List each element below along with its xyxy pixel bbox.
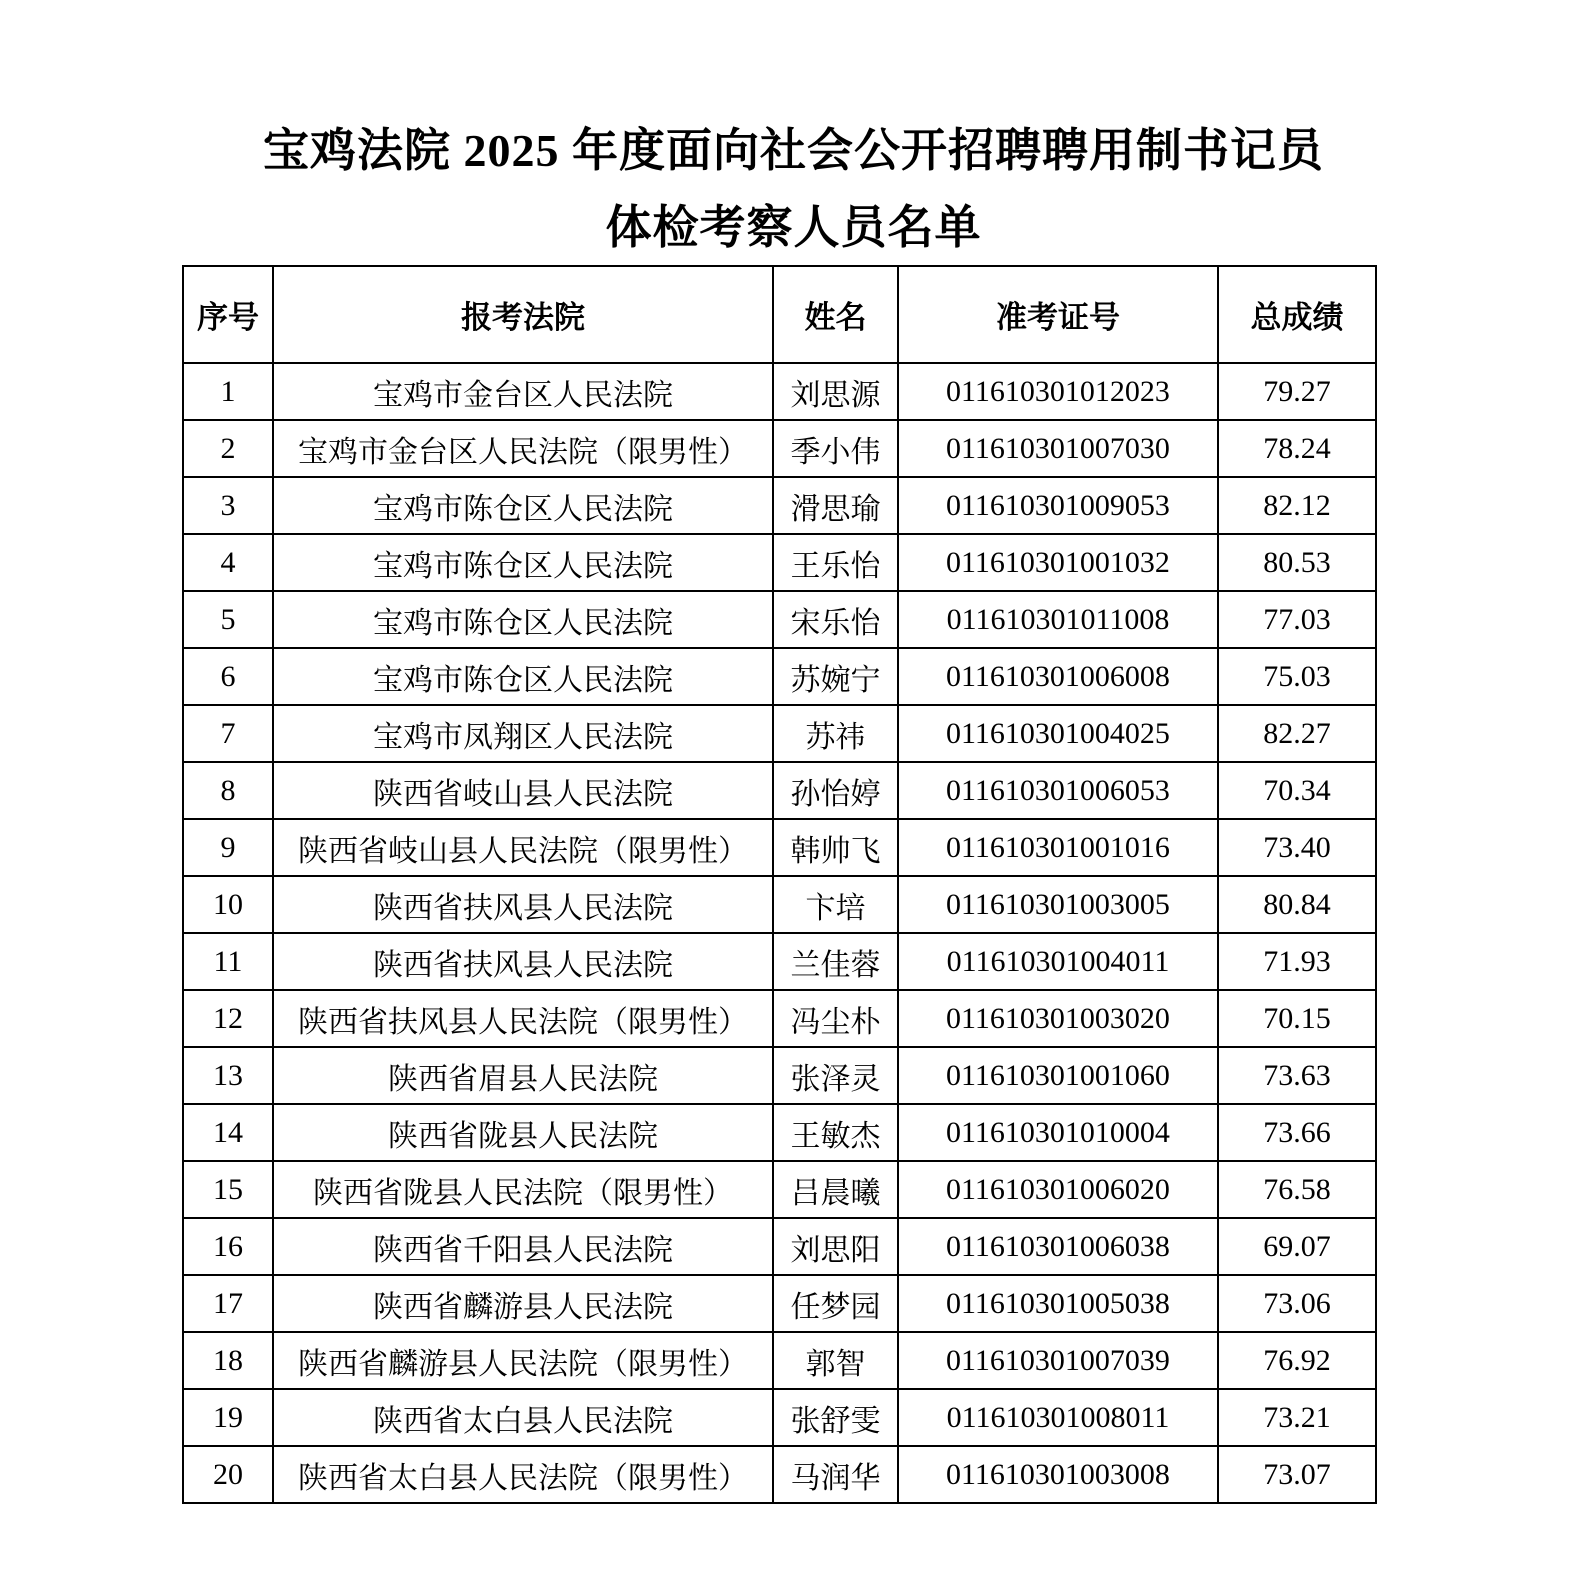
cell-ticket-number: 011610301003008 (898, 1446, 1218, 1503)
cell-score: 80.53 (1218, 534, 1376, 591)
cell-score: 82.27 (1218, 705, 1376, 762)
cell-name: 韩帅飞 (773, 819, 898, 876)
table-row (183, 1104, 1376, 1161)
column-header-name: 姓名 (773, 266, 898, 363)
cell-serial-number: 1 (183, 363, 273, 420)
cell-name: 滑思瑜 (773, 477, 898, 534)
cell-ticket-number: 011610301004011 (898, 933, 1218, 990)
table-row (183, 705, 1376, 762)
header-row (183, 266, 1376, 363)
cell-serial-number: 11 (183, 933, 273, 990)
table-row (183, 534, 1376, 591)
cell-score: 73.40 (1218, 819, 1376, 876)
document-title-line1: 宝鸡法院 2025 年度面向社会公开招聘聘用制书记员 (263, 125, 1324, 176)
cell-court: 陕西省扶风县人民法院 (273, 876, 773, 933)
cell-score: 70.15 (1218, 990, 1376, 1047)
cell-ticket-number: 011610301006053 (898, 762, 1218, 819)
cell-ticket-number: 011610301006008 (898, 648, 1218, 705)
cell-score: 73.21 (1218, 1389, 1376, 1446)
cell-name: 马润华 (773, 1446, 898, 1503)
cell-name: 孙怡婷 (773, 762, 898, 819)
cell-court: 陕西省太白县人民法院 (273, 1389, 773, 1446)
cell-serial-number: 10 (183, 876, 273, 933)
cell-court: 宝鸡市凤翔区人民法院 (273, 705, 773, 762)
cell-serial-number: 4 (183, 534, 273, 591)
table-row (183, 363, 1376, 420)
cell-name: 兰佳蓉 (773, 933, 898, 990)
cell-serial-number: 17 (183, 1275, 273, 1332)
column-header-ticket-number: 准考证号 (898, 266, 1218, 363)
document-title-line2: 体检考察人员名单 (605, 202, 982, 253)
cell-ticket-number: 011610301009053 (898, 477, 1218, 534)
cell-name: 张舒雯 (773, 1389, 898, 1446)
cell-serial-number: 2 (183, 420, 273, 477)
cell-score: 80.84 (1218, 876, 1376, 933)
cell-serial-number: 6 (183, 648, 273, 705)
cell-ticket-number: 011610301003005 (898, 876, 1218, 933)
cell-score: 73.06 (1218, 1275, 1376, 1332)
table-row (183, 990, 1376, 1047)
table-row (183, 591, 1376, 648)
cell-court: 宝鸡市金台区人民法院 (273, 363, 773, 420)
table-row (183, 1161, 1376, 1218)
table-row (183, 1389, 1376, 1446)
column-header-total-score: 总成绩 (1218, 266, 1376, 363)
cell-court: 宝鸡市陈仓区人民法院 (273, 477, 773, 534)
cell-score: 75.03 (1218, 648, 1376, 705)
table-row (183, 762, 1376, 819)
cell-score: 76.92 (1218, 1332, 1376, 1389)
cell-ticket-number: 011610301007039 (898, 1332, 1218, 1389)
cell-serial-number: 7 (183, 705, 273, 762)
cell-court: 陕西省麟游县人民法院 (273, 1275, 773, 1332)
table-row (183, 420, 1376, 477)
cell-serial-number: 5 (183, 591, 273, 648)
roster-table-header (183, 266, 1376, 363)
table-row (183, 1218, 1376, 1275)
cell-court: 陕西省太白县人民法院（限男性） (273, 1446, 773, 1503)
cell-serial-number: 16 (183, 1218, 273, 1275)
roster-table (182, 265, 1377, 1504)
cell-court: 宝鸡市陈仓区人民法院 (273, 534, 773, 591)
table-row (183, 1332, 1376, 1389)
table-row (183, 933, 1376, 990)
cell-ticket-number: 011610301001060 (898, 1047, 1218, 1104)
table-row (183, 876, 1376, 933)
cell-ticket-number: 011610301005038 (898, 1275, 1218, 1332)
cell-court: 陕西省麟游县人民法院（限男性） (273, 1332, 773, 1389)
table-row (183, 1275, 1376, 1332)
cell-name: 郭智 (773, 1332, 898, 1389)
cell-score: 70.34 (1218, 762, 1376, 819)
cell-score: 73.07 (1218, 1446, 1376, 1503)
cell-name: 王敏杰 (773, 1104, 898, 1161)
cell-court: 陕西省扶风县人民法院（限男性） (273, 990, 773, 1047)
cell-court: 陕西省千阳县人民法院 (273, 1218, 773, 1275)
cell-name: 吕晨曦 (773, 1161, 898, 1218)
cell-score: 73.63 (1218, 1047, 1376, 1104)
cell-name: 宋乐怡 (773, 591, 898, 648)
cell-score: 73.66 (1218, 1104, 1376, 1161)
cell-name: 卞培 (773, 876, 898, 933)
cell-court: 陕西省陇县人民法院（限男性） (273, 1161, 773, 1218)
cell-ticket-number: 011610301001016 (898, 819, 1218, 876)
cell-ticket-number: 011610301011008 (898, 591, 1218, 648)
cell-name: 苏祎 (773, 705, 898, 762)
cell-serial-number: 9 (183, 819, 273, 876)
cell-ticket-number: 011610301008011 (898, 1389, 1218, 1446)
roster-table-body (183, 363, 1376, 1503)
cell-score: 79.27 (1218, 363, 1376, 420)
cell-court: 宝鸡市金台区人民法院（限男性） (273, 420, 773, 477)
table-row (183, 1446, 1376, 1503)
cell-court: 陕西省岐山县人民法院（限男性） (273, 819, 773, 876)
cell-court: 陕西省岐山县人民法院 (273, 762, 773, 819)
cell-ticket-number: 011610301003020 (898, 990, 1218, 1047)
cell-score: 77.03 (1218, 591, 1376, 648)
cell-score: 82.12 (1218, 477, 1376, 534)
cell-serial-number: 13 (183, 1047, 273, 1104)
column-header-serial-number: 序号 (183, 266, 273, 363)
cell-ticket-number: 011610301007030 (898, 420, 1218, 477)
cell-serial-number: 15 (183, 1161, 273, 1218)
cell-name: 任梦园 (773, 1275, 898, 1332)
cell-name: 苏婉宁 (773, 648, 898, 705)
cell-court: 陕西省陇县人民法院 (273, 1104, 773, 1161)
cell-court: 陕西省眉县人民法院 (273, 1047, 773, 1104)
cell-name: 刘思源 (773, 363, 898, 420)
table-row (183, 477, 1376, 534)
cell-court: 陕西省扶风县人民法院 (273, 933, 773, 990)
table-row (183, 1047, 1376, 1104)
cell-ticket-number: 011610301006020 (898, 1161, 1218, 1218)
cell-name: 冯尘朴 (773, 990, 898, 1047)
cell-serial-number: 18 (183, 1332, 273, 1389)
cell-name: 季小伟 (773, 420, 898, 477)
cell-serial-number: 19 (183, 1389, 273, 1446)
cell-serial-number: 20 (183, 1446, 273, 1503)
cell-score: 78.24 (1218, 420, 1376, 477)
table-row (183, 819, 1376, 876)
cell-serial-number: 3 (183, 477, 273, 534)
cell-court: 宝鸡市陈仓区人民法院 (273, 591, 773, 648)
cell-score: 69.07 (1218, 1218, 1376, 1275)
cell-ticket-number: 011610301004025 (898, 705, 1218, 762)
cell-score: 76.58 (1218, 1161, 1376, 1218)
column-header-court: 报考法院 (273, 266, 773, 363)
cell-ticket-number: 011610301006038 (898, 1218, 1218, 1275)
cell-ticket-number: 011610301001032 (898, 534, 1218, 591)
cell-serial-number: 8 (183, 762, 273, 819)
cell-name: 张泽灵 (773, 1047, 898, 1104)
cell-name: 刘思阳 (773, 1218, 898, 1275)
cell-serial-number: 14 (183, 1104, 273, 1161)
cell-score: 71.93 (1218, 933, 1376, 990)
cell-court: 宝鸡市陈仓区人民法院 (273, 648, 773, 705)
cell-name: 王乐怡 (773, 534, 898, 591)
cell-ticket-number: 011610301010004 (898, 1104, 1218, 1161)
cell-serial-number: 12 (183, 990, 273, 1047)
cell-ticket-number: 011610301012023 (898, 363, 1218, 420)
table-row (183, 648, 1376, 705)
